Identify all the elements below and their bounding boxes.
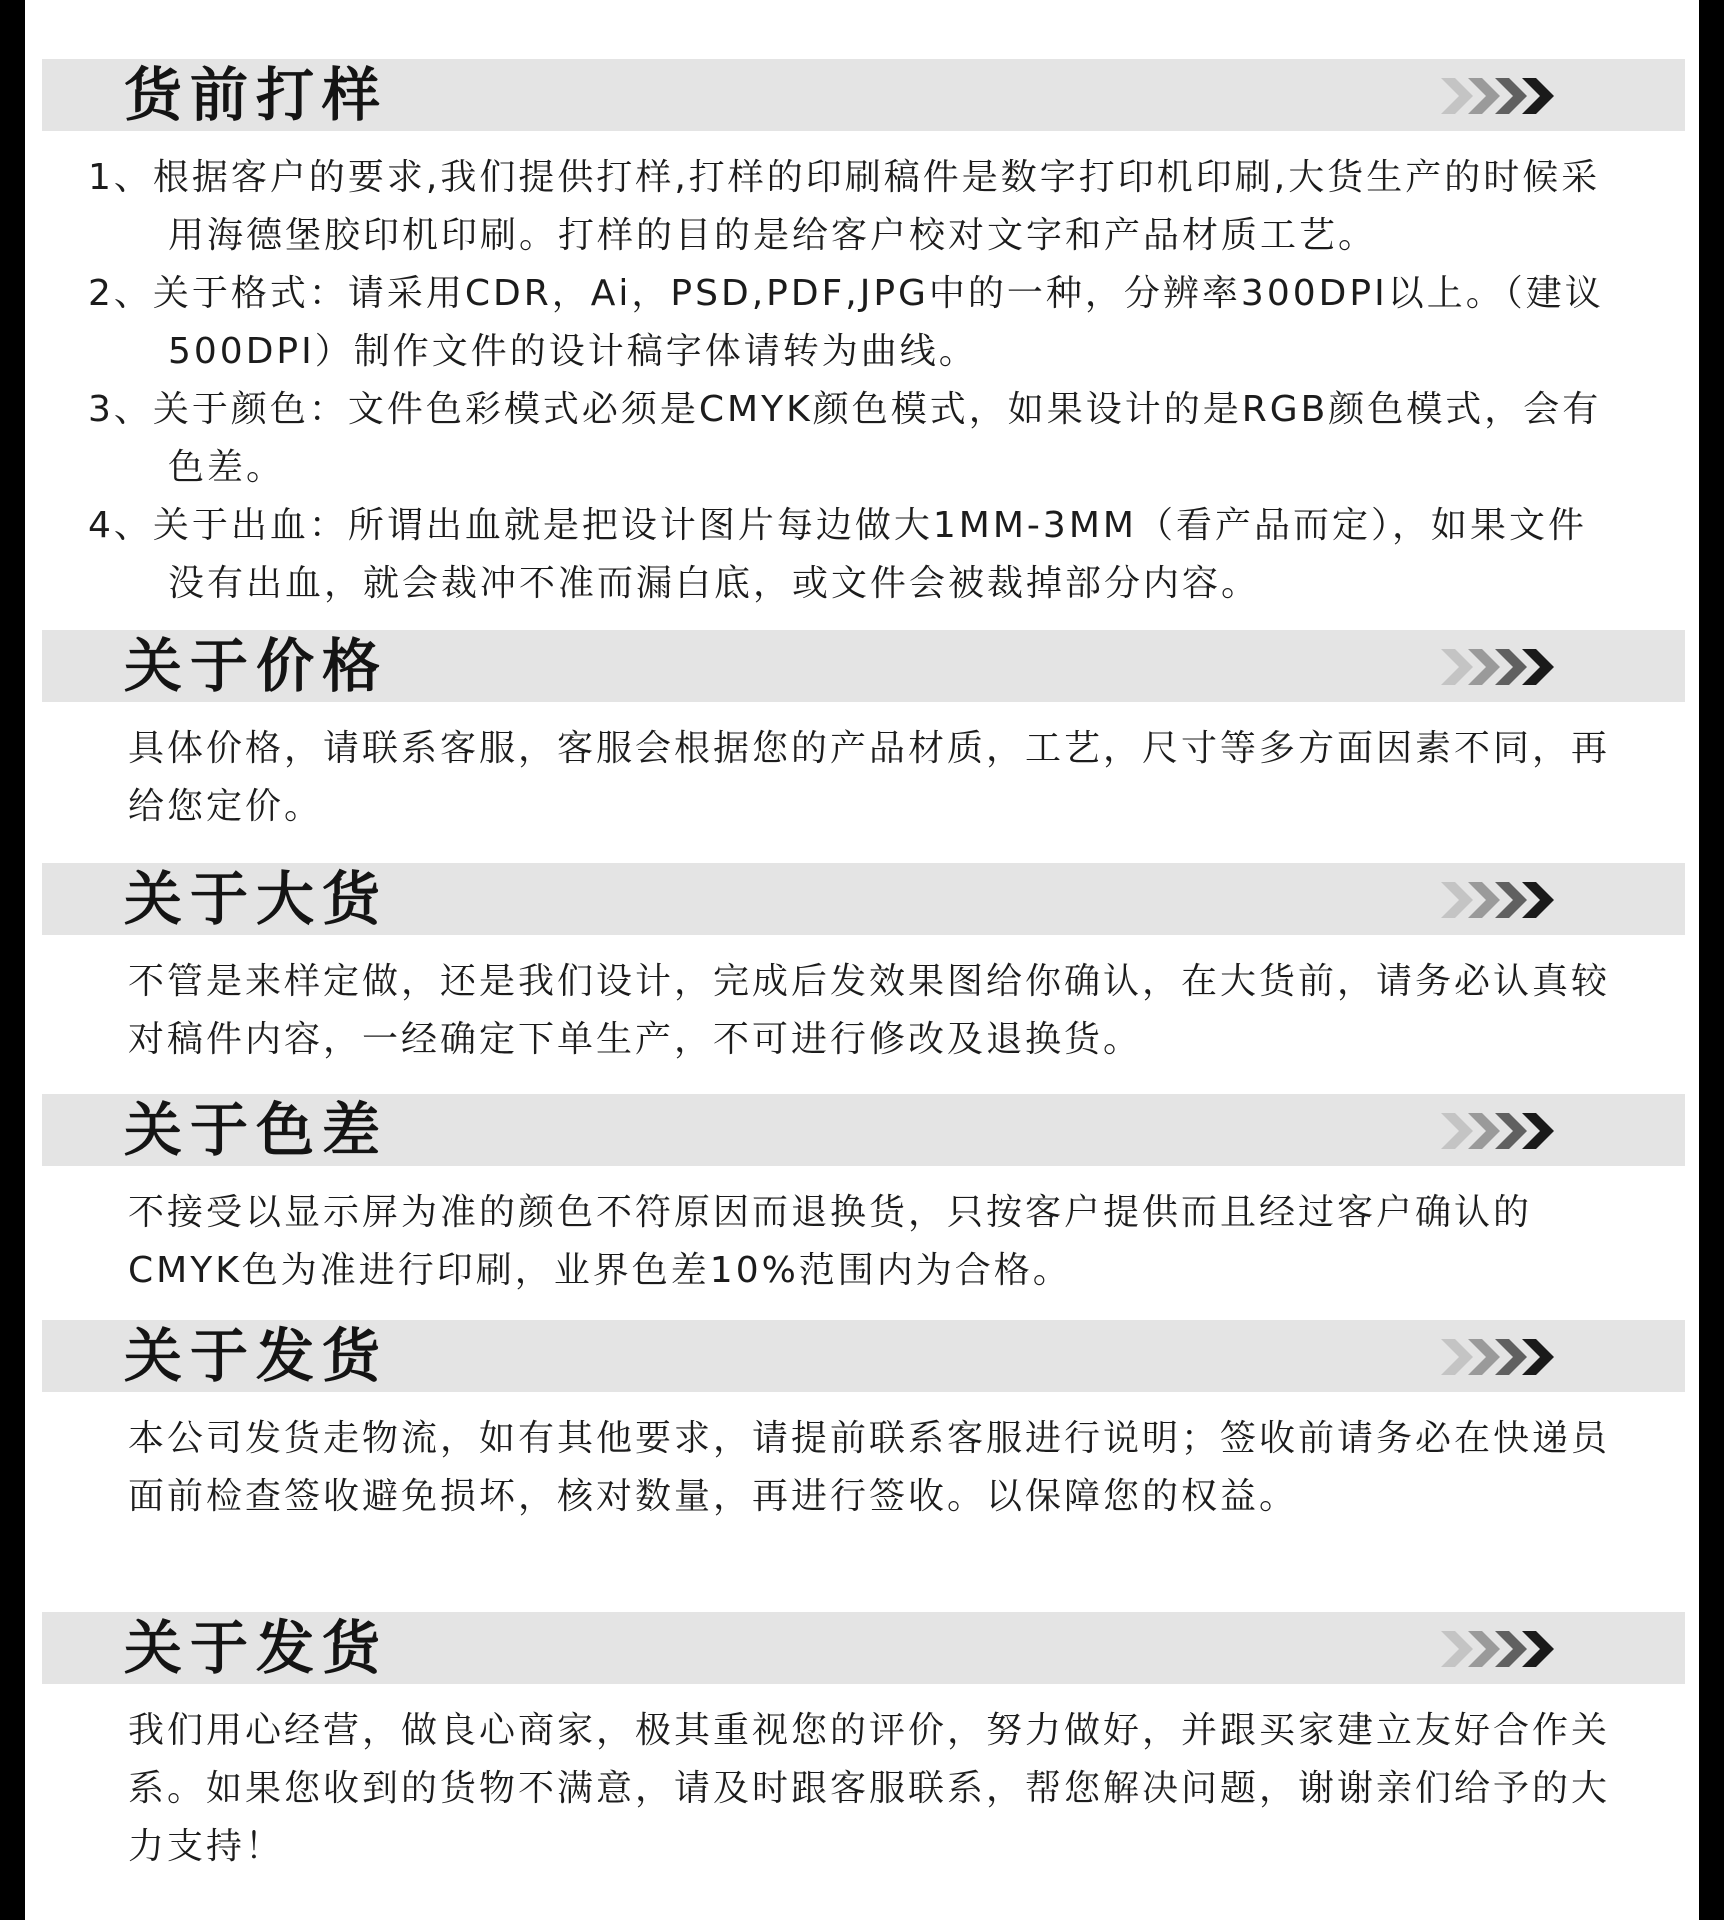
section-header: [42, 630, 1685, 702]
section-body: 具体价格，请联系客服，客服会根据您的产品材质，工艺，尺寸等多方面因素不同，再给您定价。: [128, 728, 1611, 827]
page: [25, 0, 1699, 1920]
item-text: 关于格式：请采用CDR，Ai，PSD,PDF,JPG中的一种，分辨率300DPI以上。（建议500DPI）制作文件的设计稿字体请转为曲线。: [152, 273, 1604, 372]
section-title: 关于大货: [124, 865, 389, 933]
section-color-difference: [42, 1094, 1685, 1300]
section-title: 关于发货: [124, 1614, 389, 1682]
item-number: 2、: [88, 273, 153, 314]
chevron-right-icon: [1437, 880, 1581, 920]
section-body: [42, 131, 1685, 613]
section-title: 货前打样: [124, 61, 389, 129]
item-number: 4、: [88, 505, 153, 546]
section-header: [42, 1094, 1685, 1166]
chevron-right-icon: [1437, 1337, 1581, 1377]
section-body: 本公司发货走物流，如有其他要求，请提前联系客服进行说明；签收前请务必在快递员面前检查签收避免损坏，核对数量，再进行签收。以保障您的权益。: [128, 1418, 1611, 1517]
section-sample-proof: [42, 59, 1685, 613]
section-bulk-order: [42, 863, 1685, 1069]
item-text: 根据客户的要求,我们提供打样,打样的印刷稿件是数字打印机印刷,大货生产的时候采用海德堡胶印机印刷。打样的目的是给客户校对文字和产品材质工艺。: [152, 157, 1601, 256]
section-body: 不管是来样定做，还是我们设计，完成后发效果图给你确认，在大货前，请务必认真较对稿件内容，一经确定下单生产，不可进行修改及退换货。: [128, 961, 1611, 1060]
section-header: [42, 1320, 1685, 1392]
section-header: [42, 59, 1685, 131]
section-header: [42, 863, 1685, 935]
chevron-right-icon: [1437, 647, 1581, 687]
section-price: [42, 630, 1685, 836]
section-header: [42, 1612, 1685, 1684]
section-title: 关于价格: [124, 632, 389, 700]
list-item: [88, 381, 1625, 497]
chevron-right-icon: [1437, 76, 1581, 116]
section-shipping-2: [42, 1612, 1685, 1876]
list-item: [88, 265, 1625, 381]
chevron-right-icon: [1437, 1629, 1581, 1669]
section-shipping: [42, 1320, 1685, 1526]
list-item: [88, 149, 1625, 265]
item-text: 关于出血：所谓出血就是把设计图片每边做大1MM-3MM（看产品而定），如果文件没有出血，就会裁冲不准而漏白底，或文件会被裁掉部分内容。: [152, 505, 1587, 604]
section-title: 关于发货: [124, 1322, 389, 1390]
item-text: 关于颜色：文件色彩模式必须是CMYK颜色模式，如果设计的是RGB颜色模式，会有色差。: [152, 389, 1602, 488]
list-item: [88, 497, 1625, 613]
item-number: 1、: [88, 157, 153, 198]
section-title: 关于色差: [124, 1096, 389, 1164]
chevron-right-icon: [1437, 1111, 1581, 1151]
section-body: 我们用心经营，做良心商家，极其重视您的评价，努力做好，并跟买家建立友好合作关系。如果您收到的货物不满意，请及时跟客服联系，帮您解决问题，谢谢亲们给予的大力支持！: [128, 1710, 1611, 1867]
item-number: 3、: [88, 389, 153, 430]
section-body: 不接受以显示屏为准的颜色不符原因而退换货，只按客户提供而且经过客户确认的CMYK色为准进行印刷，业界色差10%范围内为合格。: [128, 1192, 1533, 1291]
